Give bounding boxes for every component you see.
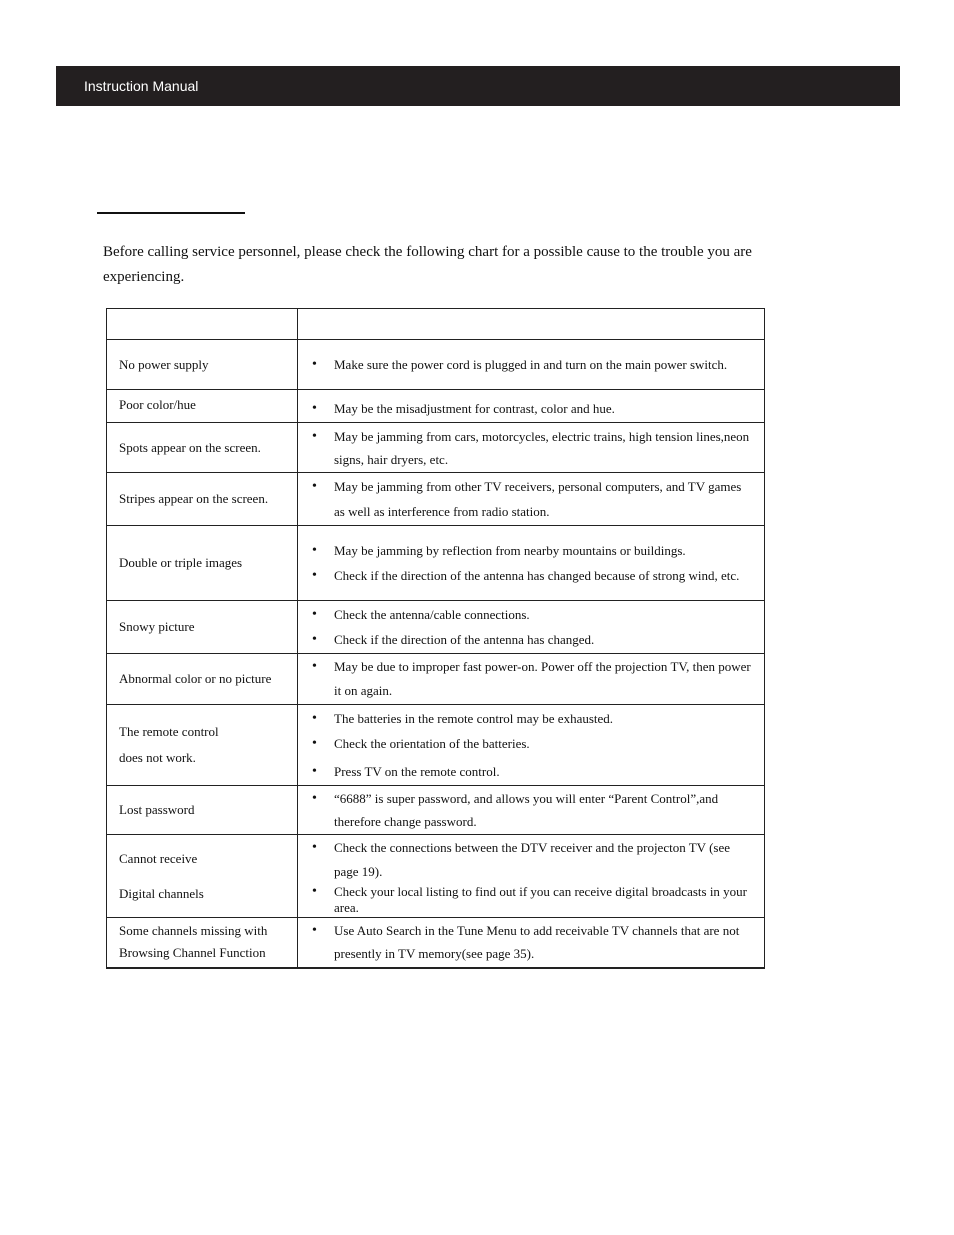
remedy-item: • Check the connections between the DTV receiver and the projecton TV (see page 19). (308, 836, 754, 884)
symptom-text: Digital channels (119, 885, 204, 901)
remedy-list (308, 787, 754, 833)
table-header-row (107, 309, 765, 340)
symptom-cell (107, 786, 298, 835)
table-row (107, 786, 765, 835)
remedy-list (308, 474, 754, 524)
section-title-underline (97, 212, 245, 214)
table-row (107, 601, 765, 654)
table-row (107, 423, 765, 473)
symptom-text: Cannot receive (119, 850, 198, 866)
remedy-list (308, 919, 754, 965)
header-bar (56, 66, 900, 106)
remedy-cell (298, 786, 765, 835)
symptom-text: Stripes appear on the screen. (119, 491, 269, 506)
table-row (107, 390, 765, 423)
remedy-item: • Check if the direction of the antenna has changed. (308, 627, 754, 652)
remedy-cell (298, 473, 765, 526)
header-title: Instruction Manual (84, 78, 199, 94)
table-row (107, 340, 765, 390)
remedy-list (308, 706, 754, 784)
remedy-item: • Check the antenna/cable connections. (308, 602, 754, 627)
remedy-item: • May be jamming from cars, motorcycles, electric trains, high tension lines,neon signs, hair dryers, etc. (308, 425, 754, 471)
remedy-item: • May be jamming by reflection from nearby mountains or buildings. (308, 538, 754, 563)
remedy-list (308, 352, 754, 377)
troubleshooting-table (106, 308, 765, 969)
symptom-text: No power supply (119, 356, 209, 372)
remedy-item: • Use Auto Search in the Tune Menu to add receivable TV channels that are not presently in TV memory(see page 35). (308, 919, 754, 965)
symptom-cell (107, 390, 298, 423)
remedy-cell (298, 918, 765, 968)
symptom-text: Some channels missing with (119, 923, 268, 939)
remedy-cell (298, 654, 765, 705)
symptom-text: Snowy picture (119, 619, 195, 634)
symptom-text: does not work. (119, 750, 196, 765)
remedy-cell (298, 526, 765, 601)
symptom-cell (107, 835, 298, 918)
remedy-list (308, 425, 754, 471)
symptom-text: Spots appear on the screen. (119, 439, 261, 455)
remedy-item: • May be jamming from other TV receivers, personal computers, and TV games as well as interference from radio station. (308, 474, 754, 524)
table-row (107, 654, 765, 705)
symptom-cell (107, 918, 298, 968)
column-header-symptom (107, 309, 298, 340)
symptom-cell (107, 526, 298, 601)
remedy-list (308, 538, 754, 588)
remedy-list (308, 602, 754, 652)
symptom-text: Poor color/hue (119, 397, 196, 412)
remedy-list (308, 836, 754, 916)
symptom-text: Abnormal color or no picture (119, 671, 272, 686)
remedy-item: • May be the misadjustment for contrast, color and hue. (308, 396, 754, 421)
remedy-item: • Check the orientation of the batteries. (308, 731, 754, 756)
remedy-cell (298, 423, 765, 473)
table-row (107, 705, 765, 786)
symptom-cell (107, 340, 298, 390)
table-row (107, 526, 765, 601)
remedy-cell (298, 601, 765, 654)
symptom-cell (107, 654, 298, 705)
column-header-remedy (298, 309, 765, 340)
remedy-cell (298, 835, 765, 918)
remedy-item: • May be due to improper fast power-on. Power off the projection TV, then power it on again. (308, 655, 754, 703)
remedy-item: • Press TV on the remote control. (308, 759, 754, 784)
remedy-list (308, 655, 754, 703)
symptom-cell (107, 473, 298, 526)
symptom-text: Double or triple images (119, 555, 243, 570)
intro-paragraph: Before calling service personnel, please check the following chart for a possible cause to the trouble you are experiencing. (103, 244, 752, 285)
symptom-cell (107, 423, 298, 473)
symptom-cell (107, 601, 298, 654)
remedy-cell (298, 705, 765, 786)
remedy-list (308, 396, 754, 421)
remedy-item: • Check if the direction of the antenna has changed because of strong wind, etc. (308, 563, 754, 588)
remedy-item: • The batteries in the remote control may be exhausted. (308, 706, 754, 731)
symptom-text: The remote control (119, 724, 219, 739)
table-row (107, 835, 765, 918)
table-row (107, 918, 765, 968)
symptom-text: Browsing Channel Function (119, 945, 266, 961)
table-row (107, 473, 765, 526)
symptom-cell (107, 705, 298, 786)
remedy-item: • “6688” is super password, and allows you will enter “Parent Control”,and therefore change password. (308, 787, 754, 833)
remedy-cell (298, 340, 765, 390)
remedy-item: • Check your local listing to find out if you can receive digital broadcasts in your area. (308, 884, 754, 916)
symptom-text: Lost password (119, 802, 195, 817)
remedy-item: • Make sure the power cord is plugged in and turn on the main power switch. (308, 352, 754, 377)
remedy-cell (298, 390, 765, 423)
